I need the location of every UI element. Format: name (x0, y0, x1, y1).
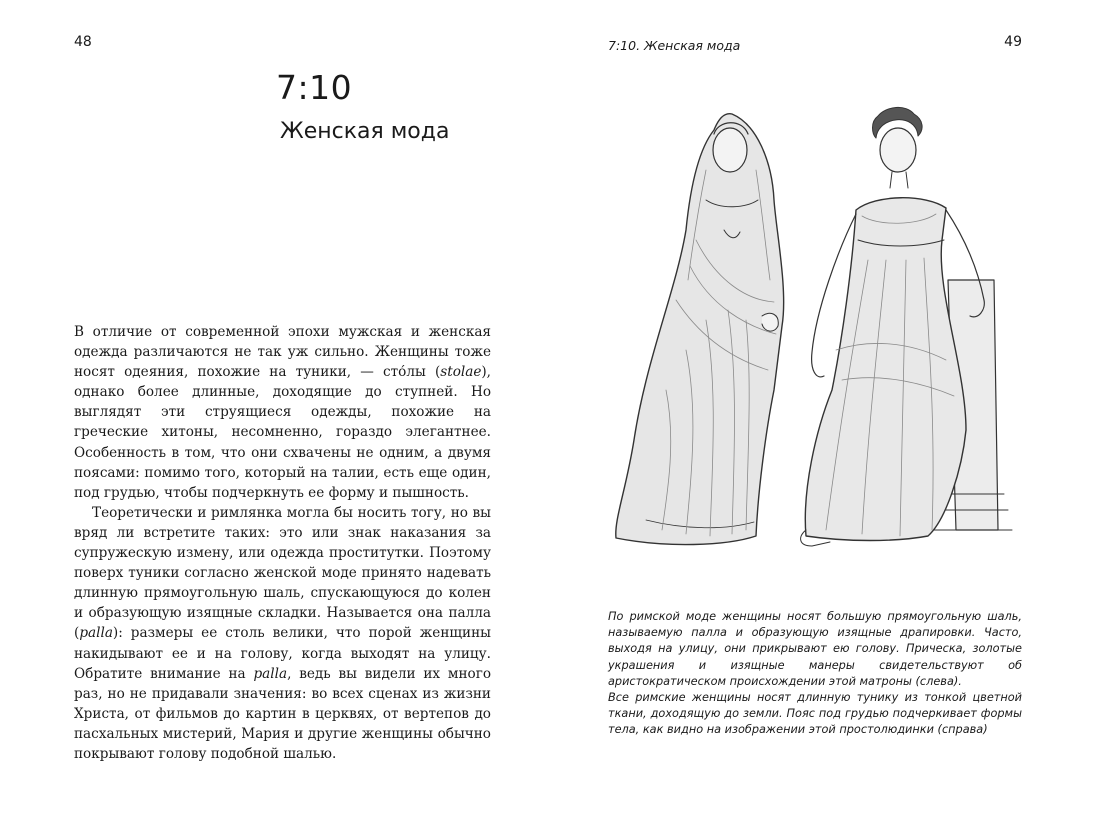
right-page (550, 0, 1100, 825)
chapter-number: 7:10 (276, 68, 353, 107)
matron-figure (616, 114, 784, 545)
paragraph-1: В отличие от современной эпохи мужская и женская одежда различаются не так уж сильно. Женщины тоже носят одеяния, похожие на туники, — сто́лы (stolae), однако более длинные, доходящие до ступней. Но выглядят эти струящиеся одежды, похожие на греческие хитоны, несомненно, гораздо элегантнее. Особенность в том, что они схвачены не одним, а двумя поясами: помимо того, который на талии, есть еще один, под грудью, чтобы подчеркнуть ее форму и пышность. (74, 324, 491, 501)
page-number-left: 48 (74, 34, 92, 50)
illustration-caption (608, 609, 1022, 739)
body-text (74, 322, 491, 764)
paragraph-2: Теоретически и римлянка могла бы носить тогу, но вы вряд ли встретите таких: это или знак наказания за супружескую измену, или одежда проститутки. Поэтому поверх туники согласно женской моде принято надевать длинную прямоугольную шаль, спускающуюся до колен и образующую изящные складки. Называется она палла (palla): размеры ее столь велики, что порой женщины накидывают ее и на голову, когда выходят на улицу. Обратите внимание на palla, ведь вы видели их много раз, но не придавали значения: во всех сценах из жизни Христа, от фильмов до картин в церквях, от вертепов до пасхальных мистерий, Мария и другие женщины обычно покрывают голову подобной шалью. (74, 504, 492, 762)
chapter-title: Женская мода (280, 119, 450, 144)
page-number-right: 49 (1004, 34, 1022, 50)
caption-line-1: По римской моде женщины носят большую прямоугольную шаль, называемую палла и образующую изящные драпировки. Часто, выходя на улицу, они прикрывают ею голову. Прическа, золотые украшения и изящные манеры свидетельствуют об аристократическом происхождении этой матроны (слева). (608, 610, 1022, 688)
caption-line-2: Все римские женщины носят длинную тунику из тонкой цветной ткани, доходящую до земли. Пояс под грудью подчеркивает формы тела, как видно на изображении этой простолюдинки (справа) (608, 691, 1022, 737)
commoner-figure (801, 107, 1012, 546)
roman-women-illustration (606, 90, 1016, 560)
running-head: 7:10. Женская мода (608, 38, 741, 53)
